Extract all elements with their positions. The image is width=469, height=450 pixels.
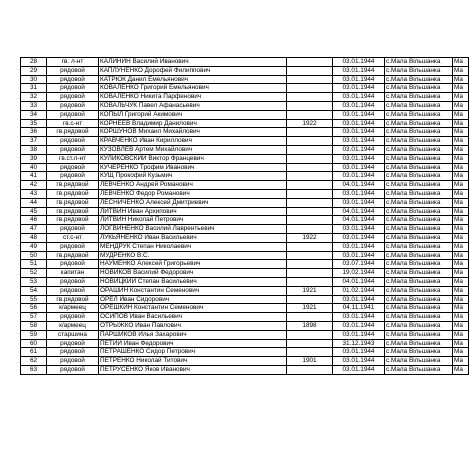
rank-cell: рядовой xyxy=(47,84,99,93)
table-row xyxy=(21,189,469,198)
death-date-cell: 03.01.1944 xyxy=(333,365,385,374)
birth-year-cell: 1898 xyxy=(287,321,333,330)
row-number-cell: 37 xyxy=(21,137,47,146)
birth-year-cell: 1922 xyxy=(287,233,333,242)
rank-cell: рядовой xyxy=(47,348,99,357)
death-date-cell: 03.01.1944 xyxy=(333,198,385,207)
table-row xyxy=(21,286,469,295)
death-date-cell: 04.01.1944 xyxy=(333,181,385,190)
burial-place-cell: с.Мала Вільшанка xyxy=(385,233,453,242)
burial-place-cell: с.Мала Вільшанка xyxy=(385,207,453,216)
truncated-column-cell: Ма xyxy=(453,189,469,198)
death-date-cell: 04.01.1944 xyxy=(333,277,385,286)
birth-year-cell xyxy=(287,277,333,286)
name-cell: ЛЕВЧЕНКО Федор Романович xyxy=(99,189,287,198)
table-row xyxy=(21,242,469,251)
table-row xyxy=(21,251,469,260)
name-cell: ПЕТИЙ Иван Федорович xyxy=(99,339,287,348)
rank-cell: гв.рядовой xyxy=(47,128,99,137)
rank-cell: рядовой xyxy=(47,242,99,251)
row-number-cell: 59 xyxy=(21,330,47,339)
truncated-column-cell: Ма xyxy=(453,207,469,216)
row-number-cell: 29 xyxy=(21,66,47,75)
burial-place-cell: с.Мала Вільшанка xyxy=(385,84,453,93)
truncated-column-cell: Ма xyxy=(453,365,469,374)
burial-place-cell: с.Мала Вільшанка xyxy=(385,58,453,67)
row-number-cell: 42 xyxy=(21,181,47,190)
birth-year-cell xyxy=(287,101,333,110)
birth-year-cell: 1922 xyxy=(287,119,333,128)
truncated-column-cell: Ма xyxy=(453,304,469,313)
table-row xyxy=(21,233,469,242)
name-cell: ЛЕСНИЧЕНКО Алексей Дмитриевич xyxy=(99,198,287,207)
table-row xyxy=(21,304,469,313)
birth-year-cell xyxy=(287,348,333,357)
table-row xyxy=(21,348,469,357)
row-number-cell: 47 xyxy=(21,225,47,234)
death-date-cell: 03.01.1944 xyxy=(333,66,385,75)
truncated-column-cell: Ма xyxy=(453,348,469,357)
rank-cell: гв.с-нт xyxy=(47,119,99,128)
rank-cell: гв.ст.л-нт xyxy=(47,154,99,163)
row-number-cell: 36 xyxy=(21,128,47,137)
birth-year-cell xyxy=(287,93,333,102)
birth-year-cell xyxy=(287,163,333,172)
rank-cell: рядовой xyxy=(47,145,99,154)
rank-cell: рядовой xyxy=(47,357,99,366)
rank-cell: рядовой xyxy=(47,365,99,374)
burial-place-cell: с.Мала Вільшанка xyxy=(385,330,453,339)
table-row xyxy=(21,365,469,374)
name-cell: КУЛИКОВСКИЙ Виктор Францевич xyxy=(99,154,287,163)
name-cell: ОРАШИН Константин Семенович xyxy=(99,286,287,295)
rank-cell: гв.рядовой xyxy=(47,251,99,260)
row-number-cell: 61 xyxy=(21,348,47,357)
truncated-column-cell: Ма xyxy=(453,313,469,322)
name-cell: КУЧЕРЕНКО Трофим Иванович xyxy=(99,163,287,172)
table-row xyxy=(21,225,469,234)
name-cell: КАПЛУНЕНКО Дорофей Филиппович xyxy=(99,66,287,75)
truncated-column-cell: Ма xyxy=(453,101,469,110)
rank-cell: гв. л-нт xyxy=(47,58,99,67)
name-cell: ОСИПОВ Иван Васильевич xyxy=(99,313,287,322)
row-number-cell: 44 xyxy=(21,198,47,207)
table-row xyxy=(21,172,469,181)
truncated-column-cell: Ма xyxy=(453,154,469,163)
row-number-cell: 58 xyxy=(21,321,47,330)
death-date-cell: 03.01.1944 xyxy=(333,110,385,119)
death-date-cell: 03.01.1944 xyxy=(333,313,385,322)
truncated-column-cell: Ма xyxy=(453,181,469,190)
death-date-cell: 03.01.1944 xyxy=(333,145,385,154)
birth-year-cell: 1921 xyxy=(287,304,333,313)
birth-year-cell xyxy=(287,330,333,339)
rank-cell: рядовой xyxy=(47,75,99,84)
truncated-column-cell: Ма xyxy=(453,277,469,286)
name-cell: ОРЕЛ Иван Сидорович xyxy=(99,295,287,304)
name-cell: КОВАЛЕНКО Григорий Емельянович xyxy=(99,84,287,93)
table-row xyxy=(21,357,469,366)
birth-year-cell xyxy=(287,145,333,154)
truncated-column-cell: Ма xyxy=(453,172,469,181)
row-number-cell: 48 xyxy=(21,233,47,242)
table-row xyxy=(21,207,469,216)
name-cell: НОВИЦКИЙ Степан Васильевич xyxy=(99,277,287,286)
burial-place-cell: с.Мала Вільшанка xyxy=(385,242,453,251)
truncated-column-cell: Ма xyxy=(453,225,469,234)
name-cell: ОТРЫЖКО Иван Павлович xyxy=(99,321,287,330)
row-number-cell: 63 xyxy=(21,365,47,374)
truncated-column-cell: Ма xyxy=(453,119,469,128)
burial-place-cell: с.Мала Вільшанка xyxy=(385,137,453,146)
death-date-cell: 03.01.1944 xyxy=(333,154,385,163)
birth-year-cell xyxy=(287,128,333,137)
name-cell: ОРЕШКИН Константин Семенович xyxy=(99,304,287,313)
birth-year-cell xyxy=(287,339,333,348)
table-row xyxy=(21,321,469,330)
row-number-cell: 32 xyxy=(21,93,47,102)
birth-year-cell: 1901 xyxy=(287,357,333,366)
name-cell: ЛИТВИН Иван Архипович xyxy=(99,207,287,216)
row-number-cell: 45 xyxy=(21,207,47,216)
table-row xyxy=(21,163,469,172)
burial-place-cell: с.Мала Вільшанка xyxy=(385,304,453,313)
burial-place-cell: с.Мала Вільшанка xyxy=(385,189,453,198)
birth-year-cell xyxy=(287,269,333,278)
death-date-cell: 03.01.1944 xyxy=(333,163,385,172)
table-row xyxy=(21,110,469,119)
name-cell: КАЛИНИН Василий Иванович xyxy=(99,58,287,67)
burial-place-cell: с.Мала Вільшанка xyxy=(385,260,453,269)
row-number-cell: 28 xyxy=(21,58,47,67)
row-number-cell: 31 xyxy=(21,84,47,93)
row-number-cell: 52 xyxy=(21,269,47,278)
table-row xyxy=(21,101,469,110)
truncated-column-cell: Ма xyxy=(453,357,469,366)
rank-cell: рядовой xyxy=(47,101,99,110)
table-row xyxy=(21,198,469,207)
death-date-cell: 19.02.1944 xyxy=(333,269,385,278)
name-cell: ЛЕВЧЕНКО Андрей Романович xyxy=(99,181,287,190)
death-date-cell: 03.01.1944 xyxy=(333,119,385,128)
table-row xyxy=(21,93,469,102)
birth-year-cell xyxy=(287,66,333,75)
truncated-column-cell: Ма xyxy=(453,242,469,251)
burial-place-cell: с.Мала Вільшанка xyxy=(385,357,453,366)
table-row xyxy=(21,119,469,128)
name-cell: МЕНДРУК Степан Николаевич xyxy=(99,242,287,251)
row-number-cell: 43 xyxy=(21,189,47,198)
burial-place-cell: с.Мала Вільшанка xyxy=(385,110,453,119)
row-number-cell: 40 xyxy=(21,163,47,172)
burial-place-cell: с.Мала Вільшанка xyxy=(385,269,453,278)
death-date-cell: 03.01.1944 xyxy=(333,242,385,251)
name-cell: КОРШУНОВ Михаил Михайлович xyxy=(99,128,287,137)
truncated-column-cell: Ма xyxy=(453,321,469,330)
name-cell: ЛИТВИН Николай Петрович xyxy=(99,216,287,225)
death-date-cell: 03.01.1944 xyxy=(333,321,385,330)
death-date-cell: 04.11.1941 xyxy=(333,304,385,313)
birth-year-cell xyxy=(287,137,333,146)
death-date-cell: 01.02.1944 xyxy=(333,286,385,295)
burial-place-cell: с.Мала Вільшанка xyxy=(385,101,453,110)
truncated-column-cell: Ма xyxy=(453,330,469,339)
table-row xyxy=(21,339,469,348)
birth-year-cell xyxy=(287,365,333,374)
name-cell: ПЕТРАШЕНКО Сидор Петрович xyxy=(99,348,287,357)
rank-cell: гв.рядовой xyxy=(47,295,99,304)
table-row xyxy=(21,145,469,154)
name-cell: КОПЫЛ Григорий Акимович xyxy=(99,110,287,119)
burial-place-cell: с.Мала Вільшанка xyxy=(385,154,453,163)
table-row xyxy=(21,84,469,93)
rank-cell: рядовой xyxy=(47,313,99,322)
table-row xyxy=(21,260,469,269)
table-body xyxy=(21,58,469,375)
birth-year-cell xyxy=(287,207,333,216)
rank-cell: рядовой xyxy=(47,225,99,234)
table-row xyxy=(21,154,469,163)
row-number-cell: 34 xyxy=(21,110,47,119)
table-row xyxy=(21,181,469,190)
table-row xyxy=(21,128,469,137)
burial-place-cell: с.Мала Вільшанка xyxy=(385,75,453,84)
death-date-cell: 03.01.1944 xyxy=(333,225,385,234)
birth-year-cell xyxy=(287,313,333,322)
row-number-cell: 57 xyxy=(21,313,47,322)
burial-place-cell: с.Мала Вільшанка xyxy=(385,93,453,102)
truncated-column-cell: Ма xyxy=(453,58,469,67)
row-number-cell: 55 xyxy=(21,295,47,304)
rank-cell: рядовой xyxy=(47,110,99,119)
burial-place-cell: с.Мала Вільшанка xyxy=(385,295,453,304)
name-cell: ПЕТРЕНКО Николай Титович xyxy=(99,357,287,366)
burial-place-cell: с.Мала Вільшанка xyxy=(385,277,453,286)
birth-year-cell: 1921 xyxy=(287,286,333,295)
burial-place-cell: с.Мала Вільшанка xyxy=(385,313,453,322)
burial-place-cell: с.Мала Вільшанка xyxy=(385,348,453,357)
birth-year-cell xyxy=(287,189,333,198)
death-date-cell: 03.01.1944 xyxy=(333,233,385,242)
rank-cell: рядовой xyxy=(47,339,99,348)
truncated-column-cell: Ма xyxy=(453,339,469,348)
name-cell: ПАРШИКОВ Илья Захарович xyxy=(99,330,287,339)
table-row xyxy=(21,277,469,286)
table-row xyxy=(21,66,469,75)
birth-year-cell xyxy=(287,75,333,84)
truncated-column-cell: Ма xyxy=(453,198,469,207)
burial-place-cell: с.Мала Вільшанка xyxy=(385,225,453,234)
truncated-column-cell: Ма xyxy=(453,93,469,102)
truncated-column-cell: Ма xyxy=(453,233,469,242)
row-number-cell: 46 xyxy=(21,216,47,225)
birth-year-cell xyxy=(287,242,333,251)
truncated-column-cell: Ма xyxy=(453,286,469,295)
table-row xyxy=(21,269,469,278)
truncated-column-cell: Ма xyxy=(453,137,469,146)
rank-cell: рядовой xyxy=(47,286,99,295)
spreadsheet-page xyxy=(20,57,463,386)
death-date-cell: 03.01.1944 xyxy=(333,101,385,110)
birth-year-cell xyxy=(287,181,333,190)
rank-cell: к/армеец xyxy=(47,304,99,313)
row-number-cell: 54 xyxy=(21,286,47,295)
row-number-cell: 51 xyxy=(21,260,47,269)
birth-year-cell xyxy=(287,198,333,207)
truncated-column-cell: Ма xyxy=(453,163,469,172)
burial-place-cell: с.Мала Вільшанка xyxy=(385,365,453,374)
name-cell: КРАВЧЕНКО Иван Кириллович xyxy=(99,137,287,146)
burial-place-cell: с.Мала Вільшанка xyxy=(385,128,453,137)
rank-cell: к/армеец xyxy=(47,321,99,330)
table-row xyxy=(21,313,469,322)
truncated-column-cell: Ма xyxy=(453,295,469,304)
truncated-column-cell: Ма xyxy=(453,66,469,75)
row-number-cell: 38 xyxy=(21,145,47,154)
burial-place-cell: с.Мала Вільшанка xyxy=(385,216,453,225)
death-date-cell: 03.01.1944 xyxy=(333,84,385,93)
row-number-cell: 35 xyxy=(21,119,47,128)
burial-list-table xyxy=(20,57,469,375)
death-date-cell: 03.01.1944 xyxy=(333,137,385,146)
birth-year-cell xyxy=(287,172,333,181)
rank-cell: гв.рядовой xyxy=(47,181,99,190)
name-cell: ПЕТРУСЕНКО Яков Иванович xyxy=(99,365,287,374)
truncated-column-cell: Ма xyxy=(453,145,469,154)
name-cell: КОВАЛЕНКО Никита Парфенович xyxy=(99,93,287,102)
name-cell: КУЩ Прокофий Кузьмич xyxy=(99,172,287,181)
rank-cell: гв.рядовой xyxy=(47,189,99,198)
death-date-cell: 03.01.1944 xyxy=(333,172,385,181)
death-date-cell: 03.01.1944 xyxy=(333,330,385,339)
rank-cell: гв.рядовой xyxy=(47,207,99,216)
burial-place-cell: с.Мала Вільшанка xyxy=(385,251,453,260)
rank-cell: ст.с-нт xyxy=(47,233,99,242)
burial-place-cell: с.Мала Вільшанка xyxy=(385,198,453,207)
table-row xyxy=(21,216,469,225)
row-number-cell: 53 xyxy=(21,277,47,286)
rank-cell: гв.рядовой xyxy=(47,216,99,225)
row-number-cell: 33 xyxy=(21,101,47,110)
burial-place-cell: с.Мала Вільшанка xyxy=(385,119,453,128)
row-number-cell: 39 xyxy=(21,154,47,163)
rank-cell: рядовой xyxy=(47,277,99,286)
rank-cell: рядовой xyxy=(47,137,99,146)
death-date-cell: 03.01.1944 xyxy=(333,295,385,304)
burial-place-cell: с.Мала Вільшанка xyxy=(385,172,453,181)
table-row xyxy=(21,75,469,84)
truncated-column-cell: Ма xyxy=(453,260,469,269)
truncated-column-cell: Ма xyxy=(453,216,469,225)
table-row xyxy=(21,295,469,304)
name-cell: ЛУКЬЯНЕНКО Иван Васильевич xyxy=(99,233,287,242)
rank-cell: рядовой xyxy=(47,93,99,102)
death-date-cell: 04.01.1944 xyxy=(333,216,385,225)
death-date-cell: 03.01.1944 xyxy=(333,75,385,84)
birth-year-cell xyxy=(287,154,333,163)
name-cell: НАУМЕНКО Алексей Григорьевич xyxy=(99,260,287,269)
birth-year-cell xyxy=(287,225,333,234)
truncated-column-cell: Ма xyxy=(453,84,469,93)
truncated-column-cell: Ма xyxy=(453,128,469,137)
birth-year-cell xyxy=(287,216,333,225)
name-cell: КОРНЕЕВ Владимир Данилович xyxy=(99,119,287,128)
row-number-cell: 60 xyxy=(21,339,47,348)
name-cell: МУДРЕНКО В.С. xyxy=(99,251,287,260)
birth-year-cell xyxy=(287,58,333,67)
row-number-cell: 41 xyxy=(21,172,47,181)
birth-year-cell xyxy=(287,295,333,304)
death-date-cell: 03.01.1944 xyxy=(333,58,385,67)
birth-year-cell xyxy=(287,260,333,269)
death-date-cell: 31.12.1943 xyxy=(333,339,385,348)
rank-cell: рядовой xyxy=(47,260,99,269)
truncated-column-cell: Ма xyxy=(453,269,469,278)
table-row xyxy=(21,137,469,146)
name-cell: КАТРЮК Данил Емельянович xyxy=(99,75,287,84)
truncated-column-cell: Ма xyxy=(453,75,469,84)
name-cell: ЛОГВИНЕНКО Василий Лаврентьевич xyxy=(99,225,287,234)
rank-cell: рядовой xyxy=(47,66,99,75)
birth-year-cell xyxy=(287,84,333,93)
burial-place-cell: с.Мала Вільшанка xyxy=(385,163,453,172)
rank-cell: рядовой xyxy=(47,163,99,172)
row-number-cell: 50 xyxy=(21,251,47,260)
burial-place-cell: с.Мала Вільшанка xyxy=(385,181,453,190)
name-cell: КОВАЛЬЧУК Павел Афанасьевич xyxy=(99,101,287,110)
name-cell: КУЗОВЛЕВ Артем Михайлович xyxy=(99,145,287,154)
death-date-cell: 03.01.1944 xyxy=(333,348,385,357)
row-number-cell: 62 xyxy=(21,357,47,366)
burial-place-cell: с.Мала Вільшанка xyxy=(385,145,453,154)
death-date-cell: 03.01.1944 xyxy=(333,128,385,137)
truncated-column-cell: Ма xyxy=(453,110,469,119)
rank-cell: рядовой xyxy=(47,172,99,181)
death-date-cell: 03.01.1944 xyxy=(333,251,385,260)
rank-cell: гв.рядовой xyxy=(47,198,99,207)
rank-cell: капитан xyxy=(47,269,99,278)
name-cell: НОВИКОВ Василий Федорович xyxy=(99,269,287,278)
table-row xyxy=(21,330,469,339)
death-date-cell: 03.01.1944 xyxy=(333,357,385,366)
truncated-column-cell: Ма xyxy=(453,251,469,260)
birth-year-cell xyxy=(287,251,333,260)
burial-place-cell: с.Мала Вільшанка xyxy=(385,321,453,330)
row-number-cell: 56 xyxy=(21,304,47,313)
death-date-cell: 03.01.1944 xyxy=(333,189,385,198)
death-date-cell: 04.01.1944 xyxy=(333,207,385,216)
burial-place-cell: с.Мала Вільшанка xyxy=(385,286,453,295)
burial-place-cell: с.Мала Вільшанка xyxy=(385,339,453,348)
row-number-cell: 49 xyxy=(21,242,47,251)
table-row xyxy=(21,58,469,67)
rank-cell: старшина xyxy=(47,330,99,339)
death-date-cell: 03.07.1944 xyxy=(333,260,385,269)
birth-year-cell xyxy=(287,110,333,119)
row-number-cell: 30 xyxy=(21,75,47,84)
burial-place-cell: с.Мала Вільшанка xyxy=(385,66,453,75)
death-date-cell: 03.01.1944 xyxy=(333,93,385,102)
